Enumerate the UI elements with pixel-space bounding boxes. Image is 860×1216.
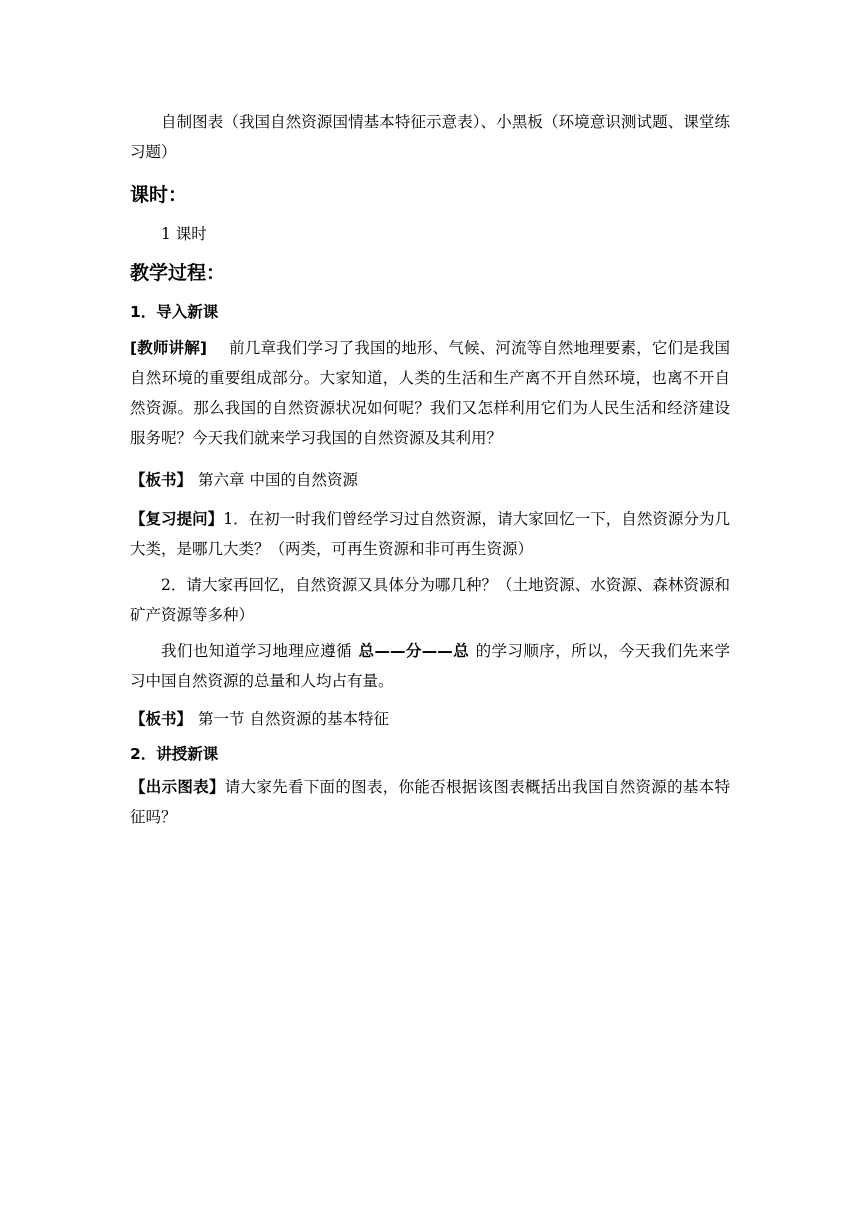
review-question-1-text: 1．在初一时我们曾经学习过自然资源，请大家回忆一下，自然资源分为几大类，是哪几大类？（两类，可再生资源和非可再生资源） — [130, 510, 730, 558]
teacher-explanation-text: 前几章我们学习了我国的地形、气候、河流等自然地理要素，它们是我国自然环境的重要组成部分。大家知道，人类的生活和生产离不开自然环境，也离不开自然资源。那么我国的自然资源状况如何呢？我们又怎样利用它们为人民生活和经济建设服务呢？今天我们就来学习我国的自然资源及其利用？ — [130, 339, 730, 447]
board-note-2-label: 【板书】 — [130, 710, 193, 728]
class-hours-heading: 课时： — [130, 184, 188, 206]
review-question-2: 2．请大家再回忆，自然资源又具体分为哪几种？（土地资源、水资源、森林资源和矿产资源等多种） — [130, 576, 730, 624]
review-label: 【复习提问】 — [130, 510, 224, 528]
board-note-2-text: 第一节 自然资源的基本特征 — [198, 710, 389, 728]
learning-order-paragraph — [130, 636, 730, 696]
learning-order-after: 的学习顺序，所以，今天我们先来学习中国自然资源的总量和人均占有量。 — [130, 642, 730, 690]
teacher-explanation-label: [教师讲解] — [130, 339, 207, 357]
review-question-1 — [130, 504, 730, 564]
board-note-1-text: 第六章 中国的自然资源 — [198, 471, 358, 489]
show-chart-label: 【出示图表】 — [130, 778, 225, 796]
show-chart-text: 请大家先看下面的图表，你能否根据该图表概括出我国自然资源的基本特征吗？ — [130, 778, 730, 826]
step1-heading: 1．导入新课 — [130, 303, 219, 321]
board-note-1 — [130, 465, 730, 495]
board-note-1-label: 【板书】 — [130, 471, 193, 489]
step2-heading: 2．讲授新课 — [130, 745, 219, 763]
teacher-explanation-paragraph — [130, 333, 730, 453]
show-chart-paragraph — [130, 772, 730, 832]
board-note-2 — [130, 704, 730, 734]
learning-order-before: 我们也知道学习地理应遵循 — [161, 642, 353, 660]
learning-order-emphasis: 总——分——总 — [358, 642, 470, 660]
materials-paragraph: 自制图表（我国自然资源国情基本特征示意表）、小黑板（环境意识测试题、课堂练习题） — [130, 113, 730, 161]
class-hours-text: 1 课时 — [161, 225, 207, 243]
teaching-process-heading: 教学过程： — [130, 262, 226, 284]
